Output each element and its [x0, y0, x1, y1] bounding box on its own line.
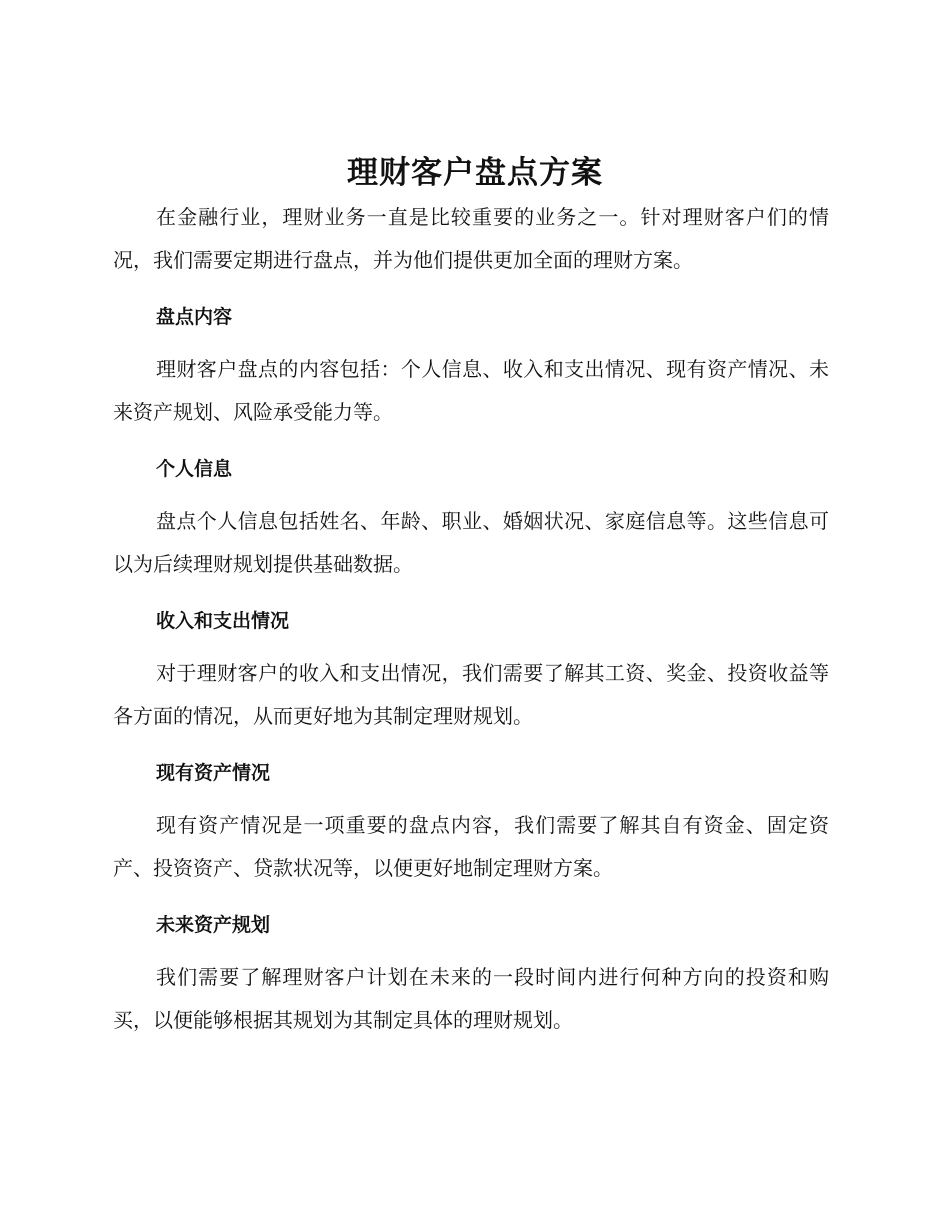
section-heading-personal-info: 个人信息 — [156, 458, 233, 480]
section-heading-income-expense: 收入和支出情况 — [156, 610, 290, 632]
document-title: 理财客户盘点方案 — [347, 155, 603, 191]
section-heading-content: 盘点内容 — [156, 306, 233, 328]
section-paragraph-future-planning: 我们需要了解理财客户计划在未来的一段时间内进行何种方向的投资和购买，以便能够根据其规划为其制定具体的理财规划。 — [113, 965, 829, 1032]
section-heading-future-planning: 未来资产规划 — [156, 914, 271, 936]
intro-paragraph: 在金融行业，理财业务一直是比较重要的业务之一。针对理财客户们的情况，我们需要定期进行盘点，并为他们提供更加全面的理财方案。 — [113, 205, 829, 272]
section-paragraph-personal-info: 盘点个人信息包括姓名、年龄、职业、婚姻状况、家庭信息等。这些信息可以为后续理财规划提供基础数据。 — [113, 509, 829, 576]
section-paragraph-income-expense: 对于理财客户的收入和支出情况，我们需要了解其工资、奖金、投资收益等各方面的情况，从而更好地为其制定理财规划。 — [113, 661, 829, 728]
section-paragraph-existing-assets: 现有资产情况是一项重要的盘点内容，我们需要了解其自有资金、固定资产、投资资产、贷款状况等，以便更好地制定理财方案。 — [113, 813, 829, 880]
section-paragraph-content: 理财客户盘点的内容包括：个人信息、收入和支出情况、现有资产情况、未来资产规划、风险承受能力等。 — [113, 357, 829, 424]
section-heading-existing-assets: 现有资产情况 — [156, 762, 271, 784]
